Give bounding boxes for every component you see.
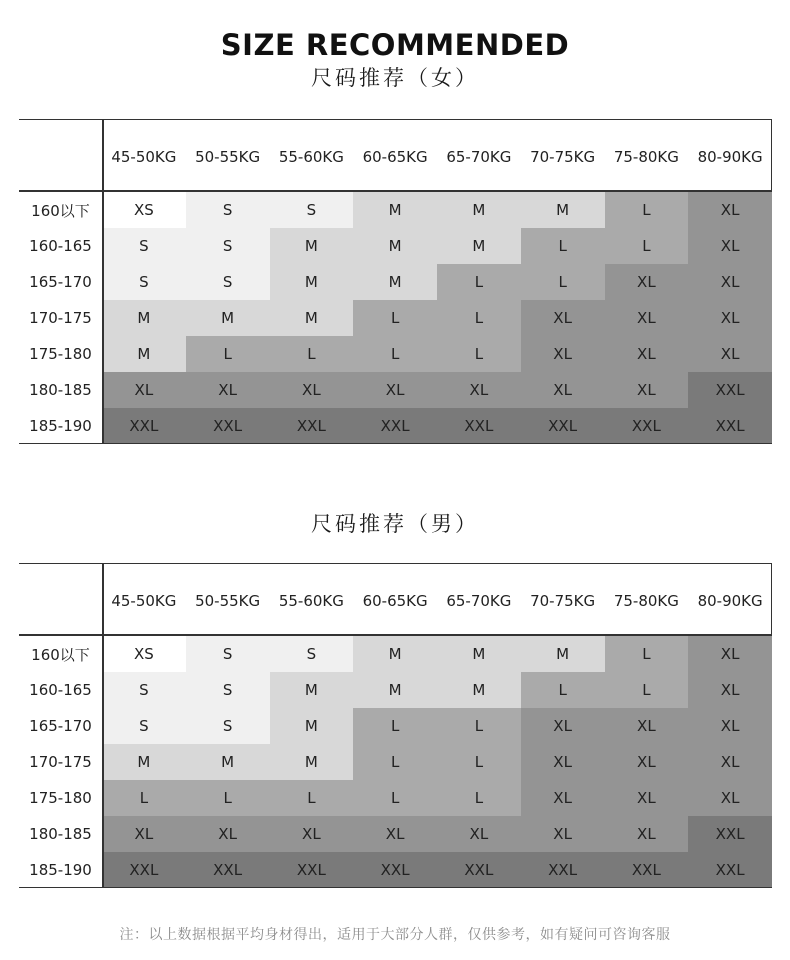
size-cell: S [186,672,270,708]
size-cell: M [186,300,270,336]
weight-header: 60-65KG [353,563,437,636]
size-cell: XL [605,264,689,300]
size-cell: L [186,780,270,816]
size-cell: XL [353,816,437,852]
size-cell: XXL [688,372,772,408]
weight-header: 65-70KG [437,563,521,636]
height-label: 180-185 [19,372,102,408]
weight-header: 55-60KG [270,119,354,192]
size-row [19,408,772,444]
page-title: SIZE RECOMMENDED [220,28,570,62]
size-cell: XL [605,372,689,408]
size-row [19,228,772,264]
height-label: 185-190 [19,852,102,888]
weight-header: 70-75KG [521,563,605,636]
size-cell: XL [688,300,772,336]
height-label: 180-185 [19,816,102,852]
size-cell: XXL [270,852,354,888]
weight-header-row [19,119,772,192]
size-cell: M [437,228,521,264]
size-cell: S [186,708,270,744]
size-cell: XL [688,192,772,228]
size-cell: L [605,228,689,264]
size-row [19,708,772,744]
size-cell: XL [688,708,772,744]
size-cell: M [437,672,521,708]
size-cell: XXL [437,408,521,444]
size-cell: XL [270,372,354,408]
size-cell: L [437,336,521,372]
size-cell: XL [688,228,772,264]
size-cell: M [353,264,437,300]
size-cell: S [186,264,270,300]
height-label: 170-175 [19,744,102,780]
size-cell: L [186,336,270,372]
size-cell: XL [605,708,689,744]
size-cell: L [437,300,521,336]
size-cell: XL [605,336,689,372]
size-cell: M [102,744,186,780]
size-cell: XL [186,372,270,408]
size-cell: L [353,336,437,372]
weight-header: 80-90KG [688,119,772,192]
men-size-table [19,563,772,888]
size-cell: XXL [688,852,772,888]
size-cell: L [605,636,689,672]
size-cell: S [186,192,270,228]
size-cell: L [353,300,437,336]
size-row [19,672,772,708]
size-cell: M [437,192,521,228]
size-cell: XXL [270,408,354,444]
size-cell: XL [521,372,605,408]
size-cell: XL [186,816,270,852]
height-label: 175-180 [19,336,102,372]
size-cell: S [102,708,186,744]
size-cell: XL [688,744,772,780]
men-section-title: 尺码推荐（男） [311,512,479,536]
size-cell: M [270,228,354,264]
size-cell: S [270,636,354,672]
size-cell: XL [521,780,605,816]
size-cell: M [186,744,270,780]
size-cell: L [353,744,437,780]
size-cell: L [605,672,689,708]
size-cell: M [437,636,521,672]
size-cell: XXL [688,408,772,444]
header-divider [19,634,772,636]
size-cell: M [353,228,437,264]
height-label: 160-165 [19,228,102,264]
size-cell: XXL [605,852,689,888]
size-cell: S [102,672,186,708]
size-cell: L [605,192,689,228]
size-row [19,192,772,228]
weight-header: 60-65KG [353,119,437,192]
size-cell: M [270,264,354,300]
weight-header: 75-80KG [605,563,689,636]
height-label: 165-170 [19,264,102,300]
size-cell: XS [102,636,186,672]
size-cell: XXL [437,852,521,888]
size-cell: L [437,708,521,744]
size-row [19,336,772,372]
size-cell: XL [688,780,772,816]
size-cell: XL [521,816,605,852]
size-cell: XXL [102,852,186,888]
table-right-edge [771,563,773,634]
women-size-table [19,119,772,444]
size-cell: M [353,192,437,228]
size-cell: L [270,336,354,372]
height-label: 160以下 [19,192,102,228]
size-cell: XXL [688,816,772,852]
weight-header: 70-75KG [521,119,605,192]
size-cell: M [521,636,605,672]
weight-header: 80-90KG [688,563,772,636]
size-cell: L [270,780,354,816]
size-cell: XXL [186,852,270,888]
size-row [19,300,772,336]
size-row [19,372,772,408]
size-cell: XL [437,372,521,408]
height-label: 170-175 [19,300,102,336]
size-cell: M [270,744,354,780]
size-cell: XL [102,816,186,852]
height-label: 185-190 [19,408,102,444]
weight-header: 50-55KG [186,119,270,192]
size-cell: XL [605,816,689,852]
size-cell: XL [605,300,689,336]
size-cell: XL [270,816,354,852]
corner-cell [19,119,102,192]
header-divider [19,190,772,192]
size-cell: XL [437,816,521,852]
size-cell: M [102,336,186,372]
size-cell: XL [353,372,437,408]
weight-header-row [19,563,772,636]
weight-header: 65-70KG [437,119,521,192]
size-cell: XL [521,300,605,336]
height-label: 160以下 [19,636,102,672]
size-cell: M [521,192,605,228]
size-row [19,264,772,300]
size-cell: L [102,780,186,816]
size-cell: M [353,672,437,708]
size-cell: M [270,672,354,708]
size-cell: L [437,744,521,780]
size-cell: L [437,780,521,816]
size-cell: XL [688,264,772,300]
size-cell: XL [605,780,689,816]
size-cell: XL [521,336,605,372]
size-cell: L [353,708,437,744]
size-cell: M [270,300,354,336]
size-cell: S [186,228,270,264]
weight-header: 45-50KG [102,119,186,192]
size-cell: XXL [353,852,437,888]
height-column-divider [102,119,104,444]
size-cell: M [270,708,354,744]
size-cell: L [521,264,605,300]
height-column-divider [102,563,104,888]
size-cell: XXL [521,852,605,888]
height-label: 160-165 [19,672,102,708]
weight-header: 55-60KG [270,563,354,636]
size-cell: XXL [186,408,270,444]
height-label: 165-170 [19,708,102,744]
size-row [19,816,772,852]
weight-header: 75-80KG [605,119,689,192]
size-cell: L [521,672,605,708]
size-cell: L [521,228,605,264]
size-cell: XXL [102,408,186,444]
size-row [19,780,772,816]
size-row [19,744,772,780]
footnote: 注：以上数据根据平均身材得出，适用于大部分人群，仅供参考，如有疑问可咨询客服 [119,927,671,943]
size-cell: S [270,192,354,228]
size-cell: XL [102,372,186,408]
size-cell: XXL [521,408,605,444]
size-cell: S [186,636,270,672]
size-cell: S [102,228,186,264]
size-cell: XL [688,336,772,372]
women-section-title: 尺码推荐（女） [311,66,479,90]
size-row [19,636,772,672]
size-cell: XL [688,672,772,708]
weight-header: 50-55KG [186,563,270,636]
size-cell: XXL [353,408,437,444]
size-row [19,852,772,888]
weight-header: 45-50KG [102,563,186,636]
size-cell: M [102,300,186,336]
size-cell: L [353,780,437,816]
size-cell: XL [521,744,605,780]
height-label: 175-180 [19,780,102,816]
size-cell: L [437,264,521,300]
size-cell: XL [521,708,605,744]
size-cell: XS [102,192,186,228]
size-cell: S [102,264,186,300]
size-cell: XL [688,636,772,672]
size-cell: M [353,636,437,672]
size-cell: XL [605,744,689,780]
corner-cell [19,563,102,636]
table-right-edge [771,119,773,190]
size-cell: XXL [605,408,689,444]
